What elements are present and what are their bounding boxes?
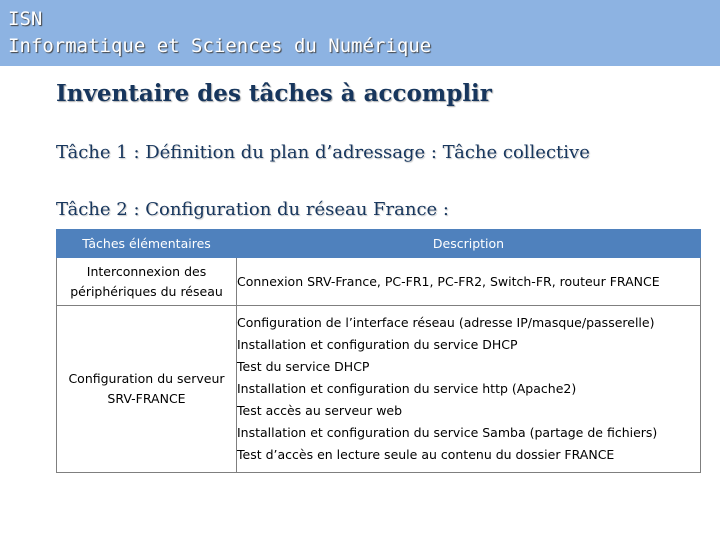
table-row <box>57 258 701 306</box>
description-cell <box>237 258 701 306</box>
description-line: Test d’accès en lecture seule au contenu du dossier FRANCE <box>237 447 615 462</box>
task-1-heading: Tâche 1 : Définition du plan d’adressage : Tâche collective <box>56 142 590 163</box>
description-line: Connexion SRV-France, PC-FR1, PC-FR2, Switch-FR, routeur FRANCE <box>237 273 660 289</box>
header-description: Description <box>237 230 701 258</box>
description-line: Installation et configuration du service http (Apache2) <box>237 381 577 396</box>
description-line: Test accès au serveur web <box>237 403 403 418</box>
task-cell: Configuration du serveur SRV-FRANCE <box>57 306 237 473</box>
table-row <box>57 306 701 473</box>
header-elementary-tasks: Tâches élémentaires <box>57 230 237 258</box>
header-line-1: ISN <box>8 8 43 30</box>
header-line-2: Informatique et Sciences du Numérique <box>8 35 432 57</box>
task-2-heading: Tâche 2 : Configuration du réseau France : <box>56 199 449 220</box>
description-cell <box>237 306 701 473</box>
task-cell: Interconnexion des périphériques du réseau <box>57 258 237 306</box>
slide-title: Inventaire des tâches à accomplir <box>56 80 492 107</box>
description-line: Configuration de l’interface réseau (adresse IP/masque/passerelle) <box>237 315 655 330</box>
description-line: Installation et configuration du service DHCP <box>237 337 518 352</box>
description-line: Installation et configuration du service Samba (partage de fichiers) <box>237 425 658 440</box>
task-table <box>56 229 701 473</box>
description-line: Test du service DHCP <box>237 359 370 374</box>
header-banner <box>0 0 720 66</box>
table-header-row <box>57 230 701 258</box>
